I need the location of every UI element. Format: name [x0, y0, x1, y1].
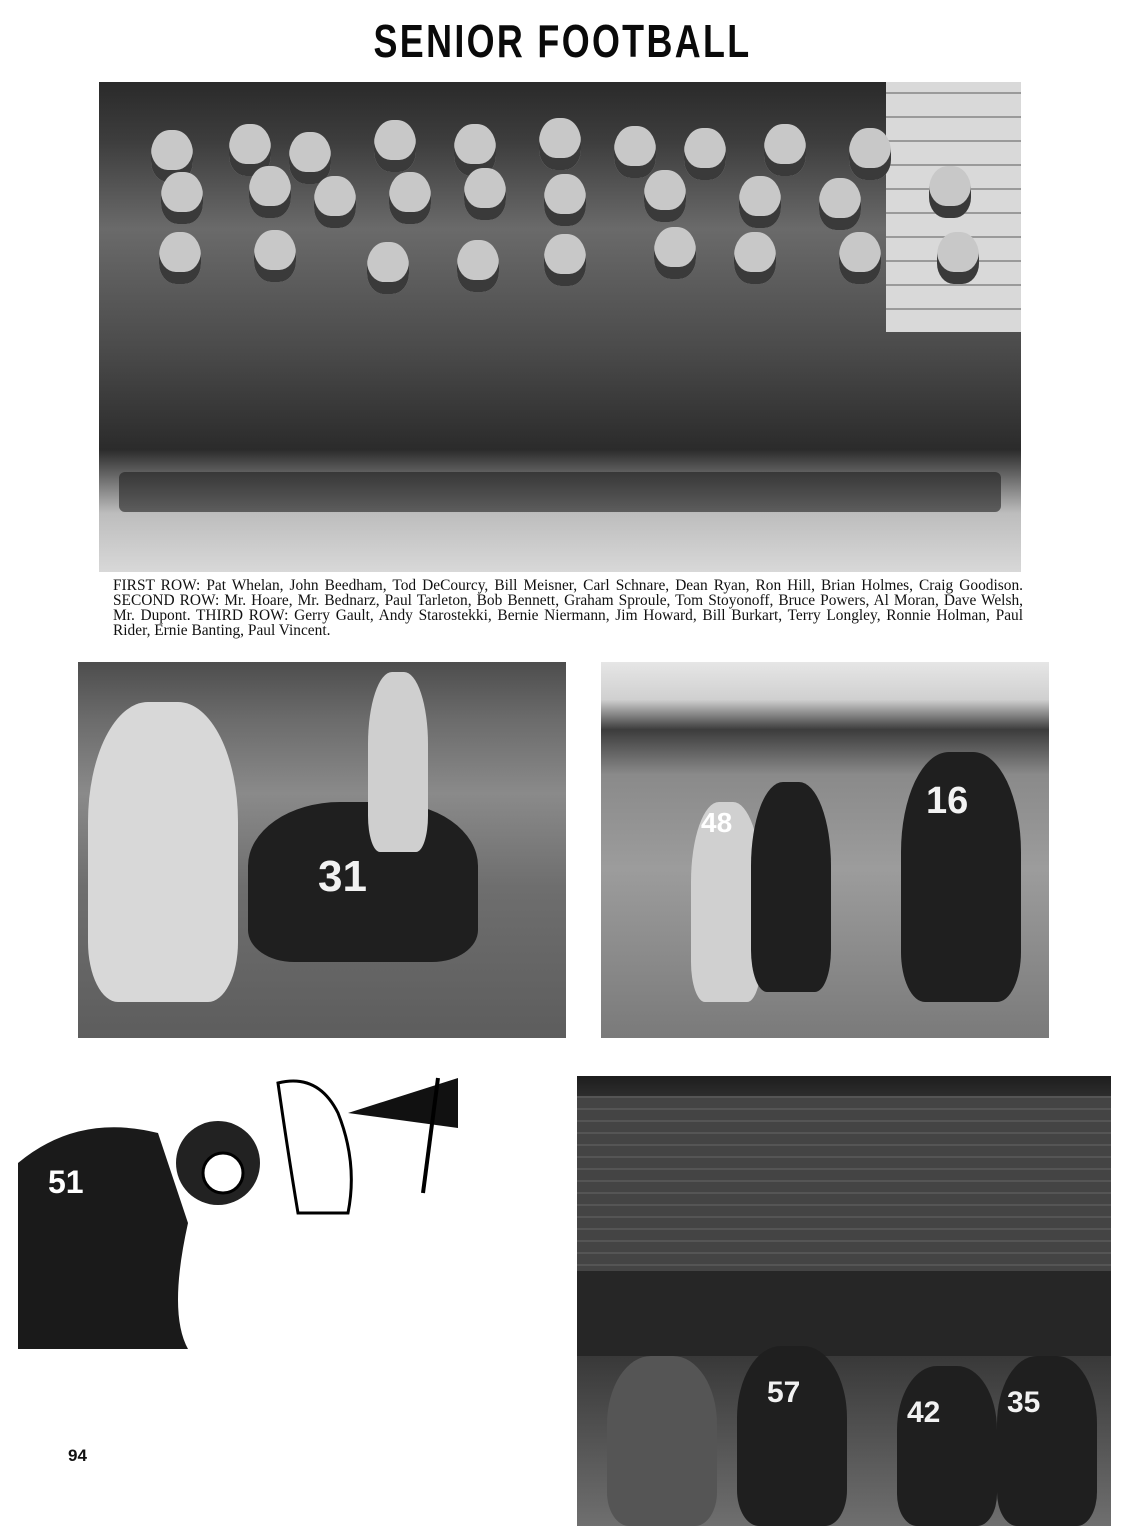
action-photo-tackle [78, 662, 566, 1038]
jersey-number-35: 35 [1007, 1386, 1041, 1419]
page-number: 94 [68, 1446, 87, 1465]
jersey-number-42: 42 [907, 1396, 941, 1429]
jersey-number-48: 48 [701, 807, 733, 838]
page-title: SENIOR FOOTBALL [373, 15, 752, 67]
jersey-number-57: 57 [767, 1376, 801, 1409]
player-dark-run [751, 782, 831, 992]
crowd [577, 1271, 1111, 1356]
jersey-number: 31 [318, 852, 367, 901]
action-photo-line [577, 1076, 1111, 1526]
mascot-cartoon [18, 1073, 488, 1349]
team-photo [99, 82, 1021, 572]
action-photo-run [601, 662, 1049, 1038]
player-57 [737, 1346, 847, 1526]
player-42 [897, 1366, 997, 1526]
player-back [607, 1356, 717, 1526]
team-photo-caption: FIRST ROW: Pat Whelan, John Beedham, Tod DeCourcy, Bill Meisner, Carl Schnare, Dean Ryan, Ron Hill, Brian Holmes, Craig Goodison. SECOND ROW: Mr. Hoare, Mr. Bednarz, Paul Tarleton, Bob Bennett, Graham Sproule, Tom Stoyonoff, Bruce Powers, Al Moran, Dave Welsh, Mr. Dupont. THIRD ROW: Gerry Gault, Andy Starostekki, Bernie Niermann, Jim Howard, Bill Burkart, Terry Longley, Ronnie Holman, Paul Rider, Ernie Banting, Paul Vincent. [113, 577, 1023, 639]
cartoon-jersey-number: 51 [48, 1164, 84, 1200]
bench [119, 472, 1001, 512]
jersey-number-16: 16 [926, 780, 969, 822]
school-building [577, 1096, 1111, 1276]
player-standing [368, 672, 428, 852]
player-white [88, 702, 238, 1002]
player-35 [997, 1356, 1097, 1526]
